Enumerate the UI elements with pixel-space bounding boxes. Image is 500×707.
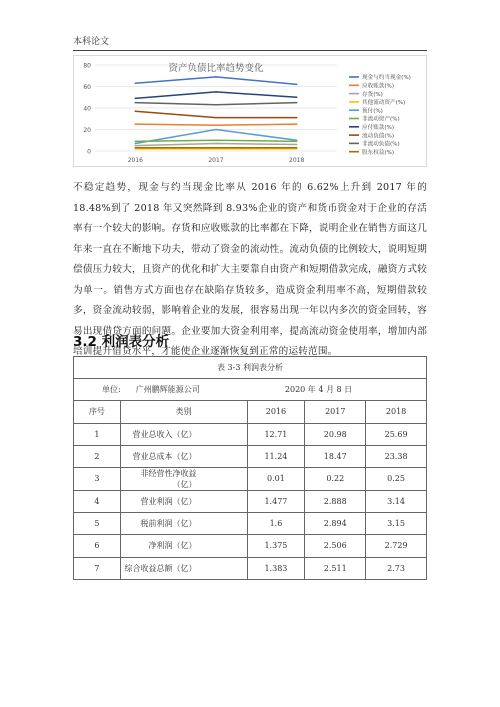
row-value-cell: 0.22 [305, 467, 366, 490]
row-category-cell: 营业总收入（亿） [120, 423, 247, 445]
row-category-cell: 营业利润（亿） [120, 490, 247, 512]
series-point [135, 123, 137, 125]
unit-label: 单位: [102, 385, 121, 395]
y-tick-label: 0 [87, 148, 91, 156]
body-paragraph: 不稳定趋势，现金与约当现金比率从 2016 年的 6.62%上升到 2017 年的 18.48%到了 2018 年又突然降到 8.93%企业的资产和货币资金对于企业的存活率有一个较大的影响。存货和应收账款的比率都在下降，说明企业在销售方面这几年来一直在不断地下功夫，带动了资金的流动性。流动负债的比例较大，说明短期偿债压力较大，且资产的优化和扩大主要靠自由资产和短期借款完成，融资方式较为单一。销售方式方面也存在缺陷存货较多，造成资金利用率不高，短期借款较多，资金流动较弱，影响着企业的发展，很容易出现一年以内多次的资金回转，容易出现借贷方面的问题。企业要加大资金利用率，提高流动资金使用率，增加内部培训提升借贷水平，才能使企业逐渐恢复到正常的运转范围。 [73, 182, 427, 357]
column-header: 2017 [305, 401, 366, 423]
table-caption: 表 3-3 利润表分析 [74, 357, 427, 379]
series-point [135, 143, 137, 145]
series-point [135, 147, 137, 149]
legend-label: 非流动资产(%) [362, 116, 400, 123]
row-value-cell: 23.38 [366, 445, 427, 467]
series-point [135, 102, 137, 104]
series-point [215, 91, 217, 93]
series-point [296, 144, 298, 146]
series-point [215, 104, 217, 106]
legend-label: 股东权益(%) [362, 149, 395, 156]
legend-label: 存货(%) [362, 91, 383, 98]
page-header: 本科论文 [73, 37, 110, 47]
series-point [215, 117, 217, 119]
series-point [296, 141, 298, 143]
series-point [296, 117, 298, 119]
header-rule [73, 50, 427, 51]
row-value-cell: 0.01 [247, 467, 305, 490]
asset-liability-chart [73, 55, 427, 167]
company-name: 广州鹏辉能源公司 [135, 385, 200, 395]
row-index-cell: 5 [74, 513, 121, 535]
chart-title: 资产负债比率趋势变化 [168, 63, 264, 74]
table-row [74, 557, 427, 579]
row-value-cell: 2.73 [366, 557, 427, 579]
row-value-cell: 12.71 [247, 423, 305, 445]
row-value-cell: 3.15 [366, 513, 427, 535]
series-point [296, 102, 298, 104]
row-value-cell: 18.47 [305, 445, 366, 467]
row-index-cell: 2 [74, 445, 121, 467]
table-date: 2020 年 4 月 8 日 [284, 385, 353, 395]
table-row [74, 535, 427, 557]
row-index-cell: 1 [74, 423, 121, 445]
y-tick-label: 40 [83, 105, 91, 113]
legend-label: 应付账款(%) [362, 125, 395, 131]
series-point [135, 141, 137, 143]
series-point [296, 84, 298, 86]
series-point [135, 98, 137, 100]
y-tick-label: 20 [83, 127, 91, 134]
legend-label: 非流动负债(%) [362, 141, 400, 148]
series-point [296, 96, 298, 98]
legend-label: 应收账款(%) [362, 83, 395, 90]
series-point [215, 139, 217, 141]
legend-label: 预付(%) [362, 108, 383, 115]
row-value-cell: 2.506 [305, 535, 366, 557]
series-point [215, 129, 217, 131]
row-value-cell: 2.894 [305, 513, 366, 535]
series-point [135, 145, 137, 147]
series-point [296, 123, 298, 125]
table-header-row [74, 401, 427, 423]
table-row [74, 445, 427, 467]
legend-label: 流动负债(%) [362, 133, 395, 140]
legend-label: 其他流动资产(%) [362, 100, 406, 107]
table-row [74, 513, 427, 535]
income-statement-table-wrap [73, 356, 427, 580]
row-value-cell: 11.24 [247, 445, 305, 467]
row-index-cell: 7 [74, 557, 121, 579]
row-value-cell: 1.383 [247, 557, 305, 579]
row-value-cell: 3.14 [366, 490, 427, 512]
row-category-cell: 净利润（亿） [120, 535, 247, 557]
y-tick-label: 60 [83, 84, 91, 91]
section-heading: 3.2 利润表分析 [73, 334, 170, 350]
row-category-cell: 税前利润（亿） [120, 513, 247, 535]
series-point [215, 143, 217, 145]
series-point [215, 124, 217, 126]
column-header: 2018 [366, 401, 427, 423]
row-value-cell: 20.98 [305, 423, 366, 445]
table-row [74, 423, 427, 445]
legend-label: 现金与约当现金(%) [362, 75, 411, 82]
series-point [135, 82, 137, 84]
row-category-cell: 非经营性净收益（亿） [120, 467, 247, 490]
row-index-cell: 4 [74, 490, 121, 512]
row-value-cell: 1.6 [247, 513, 305, 535]
row-value-cell: 25.69 [366, 423, 427, 445]
table-row [74, 490, 427, 512]
series-point [135, 110, 137, 112]
row-value-cell: 2.729 [366, 535, 427, 557]
row-value-cell: 1.375 [247, 535, 305, 557]
column-header: 类别 [120, 401, 247, 423]
line-chart-svg [73, 55, 427, 167]
series-point [215, 76, 217, 78]
row-value-cell: 1.477 [247, 490, 305, 512]
row-value-cell: 2.511 [305, 557, 366, 579]
column-header: 序号 [74, 401, 121, 423]
x-tick-label: 2017 [208, 157, 224, 164]
row-index-cell: 6 [74, 535, 121, 557]
y-tick-label: 80 [83, 62, 91, 70]
row-category-cell: 营业总成本（亿） [120, 445, 247, 467]
row-category-cell: 综合收益总额（亿） [120, 557, 247, 579]
row-value-cell: 2.888 [305, 490, 366, 512]
column-header: 2016 [247, 401, 305, 423]
series-point [215, 147, 217, 149]
series-point [296, 147, 298, 149]
row-value-cell: 0.25 [366, 467, 427, 490]
x-tick-label: 2018 [289, 157, 305, 164]
row-index-cell: 3 [74, 467, 121, 490]
x-tick-label: 2016 [127, 157, 143, 164]
table-unit-row [74, 379, 427, 401]
table-row [74, 467, 427, 490]
income-statement-table [73, 356, 427, 580]
